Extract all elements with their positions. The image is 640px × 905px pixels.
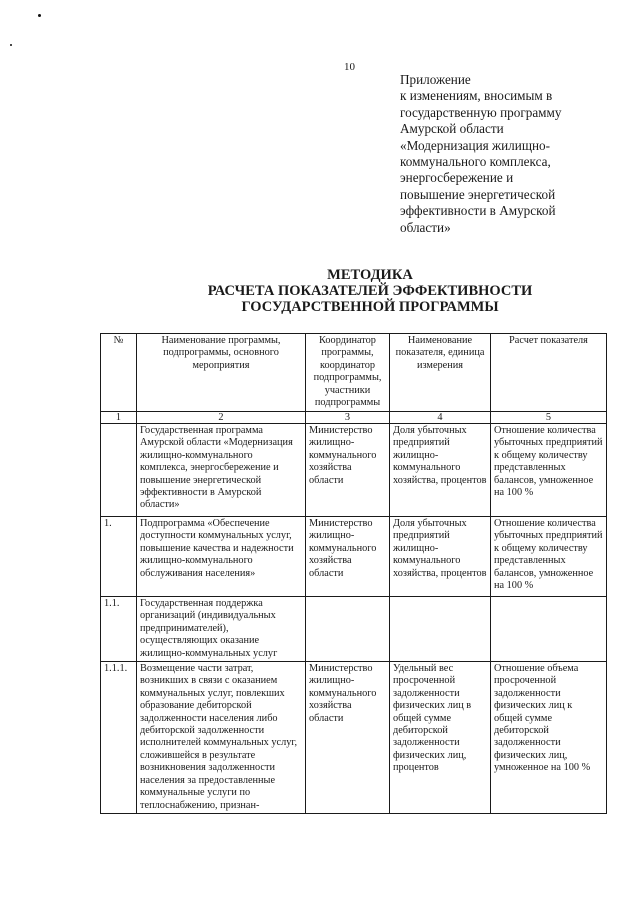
row-number: 1.1.1. — [101, 662, 137, 814]
appendix-line: области» — [400, 219, 451, 235]
appendix-line: государственную программу — [400, 104, 562, 120]
header-coordinator: Координатор программы, координатор подпрограммы, участники подпрограммы — [306, 334, 390, 412]
methodology-table — [100, 333, 607, 814]
column-number: 5 — [491, 412, 607, 424]
row-calculation: Отношение количества убыточных предприятий к общему количеству представленных балансов, умноженное на 100 % — [491, 424, 607, 517]
row-number — [101, 424, 137, 517]
row-name: Государственная программа Амурской области «Модернизация жилищно-коммунального комплекса, энергосбережение и повышение энергетической эффективности в Амурской области» — [137, 424, 306, 517]
header-name: Наименование программы, подпрограммы, основного мероприятия — [137, 334, 306, 412]
row-indicator: Доля убыточных предприятий жилищно-коммунального хозяйства, процентов — [390, 517, 491, 597]
appendix-line: к изменениям, вносимым в — [400, 88, 553, 104]
row-number: 1.1. — [101, 597, 137, 662]
scan-speck — [10, 44, 12, 46]
column-number: 2 — [137, 412, 306, 424]
appendix-line: «Модернизация жилищно- — [400, 137, 551, 153]
appendix-note — [400, 72, 620, 236]
column-number-row — [101, 412, 607, 424]
header-number: № — [101, 334, 137, 412]
page-number: 10 — [344, 61, 355, 73]
header-calculation: Расчет показателя — [491, 334, 607, 412]
column-number: 4 — [390, 412, 491, 424]
row-coordinator — [306, 597, 390, 662]
appendix-line: эффективности в Амурской — [400, 203, 556, 219]
row-calculation: Отношение количества убыточных предприятий к общему количеству представленных балансов, умноженное на 100 % — [491, 517, 607, 597]
column-number: 1 — [101, 412, 137, 424]
table-row — [101, 662, 607, 814]
row-calculation: Отношение объема просроченной задолженности физических лиц к общей сумме дебиторской задолженности физических лиц, умноженное на 100 % — [491, 662, 607, 814]
title-line: МЕТОДИКА — [327, 267, 413, 283]
appendix-line: коммунального комплекса, — [400, 154, 551, 170]
appendix-line: энергосбережение и — [400, 170, 514, 186]
row-name: Государственная поддержка организаций (индивидуальных предпринимателей), осуществляющих оказание жилищно-коммунальных услуг — [137, 597, 306, 662]
table-row — [101, 517, 607, 597]
row-coordinator: Министерство жилищно-коммунального хозяйства области — [306, 424, 390, 517]
document-title — [140, 267, 600, 315]
table-row — [101, 424, 607, 517]
row-indicator — [390, 597, 491, 662]
appendix-line: Приложение — [400, 72, 471, 87]
column-number: 3 — [306, 412, 390, 424]
title-line: РАСЧЕТА ПОКАЗАТЕЛЕЙ ЭФФЕКТИВНОСТИ — [207, 283, 533, 299]
row-calculation — [491, 597, 607, 662]
row-name: Подпрограмма «Обеспечение доступности коммунальных услуг, повышение качества и надежности жилищно-коммунального обслуживания населения» — [137, 517, 306, 597]
appendix-line: повышение энергетической — [400, 186, 556, 202]
table-header-row — [101, 334, 607, 412]
title-line: ГОСУДАРСТВЕННОЙ ПРОГРАММЫ — [241, 299, 499, 315]
header-indicator: Наименование показателя, единица измерения — [390, 334, 491, 412]
table-row — [101, 597, 607, 662]
row-number: 1. — [101, 517, 137, 597]
row-coordinator: Министерство жилищно-коммунального хозяйства области — [306, 662, 390, 814]
row-indicator: Доля убыточных предприятий жилищно-коммунального хозяйства, процентов — [390, 424, 491, 517]
appendix-line: Амурской области — [400, 121, 504, 137]
row-coordinator: Министерство жилищно-коммунального хозяйства области — [306, 517, 390, 597]
row-indicator: Удельный вес просроченной задолженности физических лиц в общей сумме дебиторской задолженности физических лиц, процентов — [390, 662, 491, 814]
scan-speck — [38, 14, 41, 17]
row-name: Возмещение части затрат, возникших в связи с оказанием коммунальных услуг, повлекших образование дебиторской задолженности населения либо дебиторской задолженности исполнителей коммунальных услуг, сложившейся в результате возникновения задолженности населения за предоставленные коммунальные услуги по теплоснабжению, признан- — [137, 662, 306, 814]
